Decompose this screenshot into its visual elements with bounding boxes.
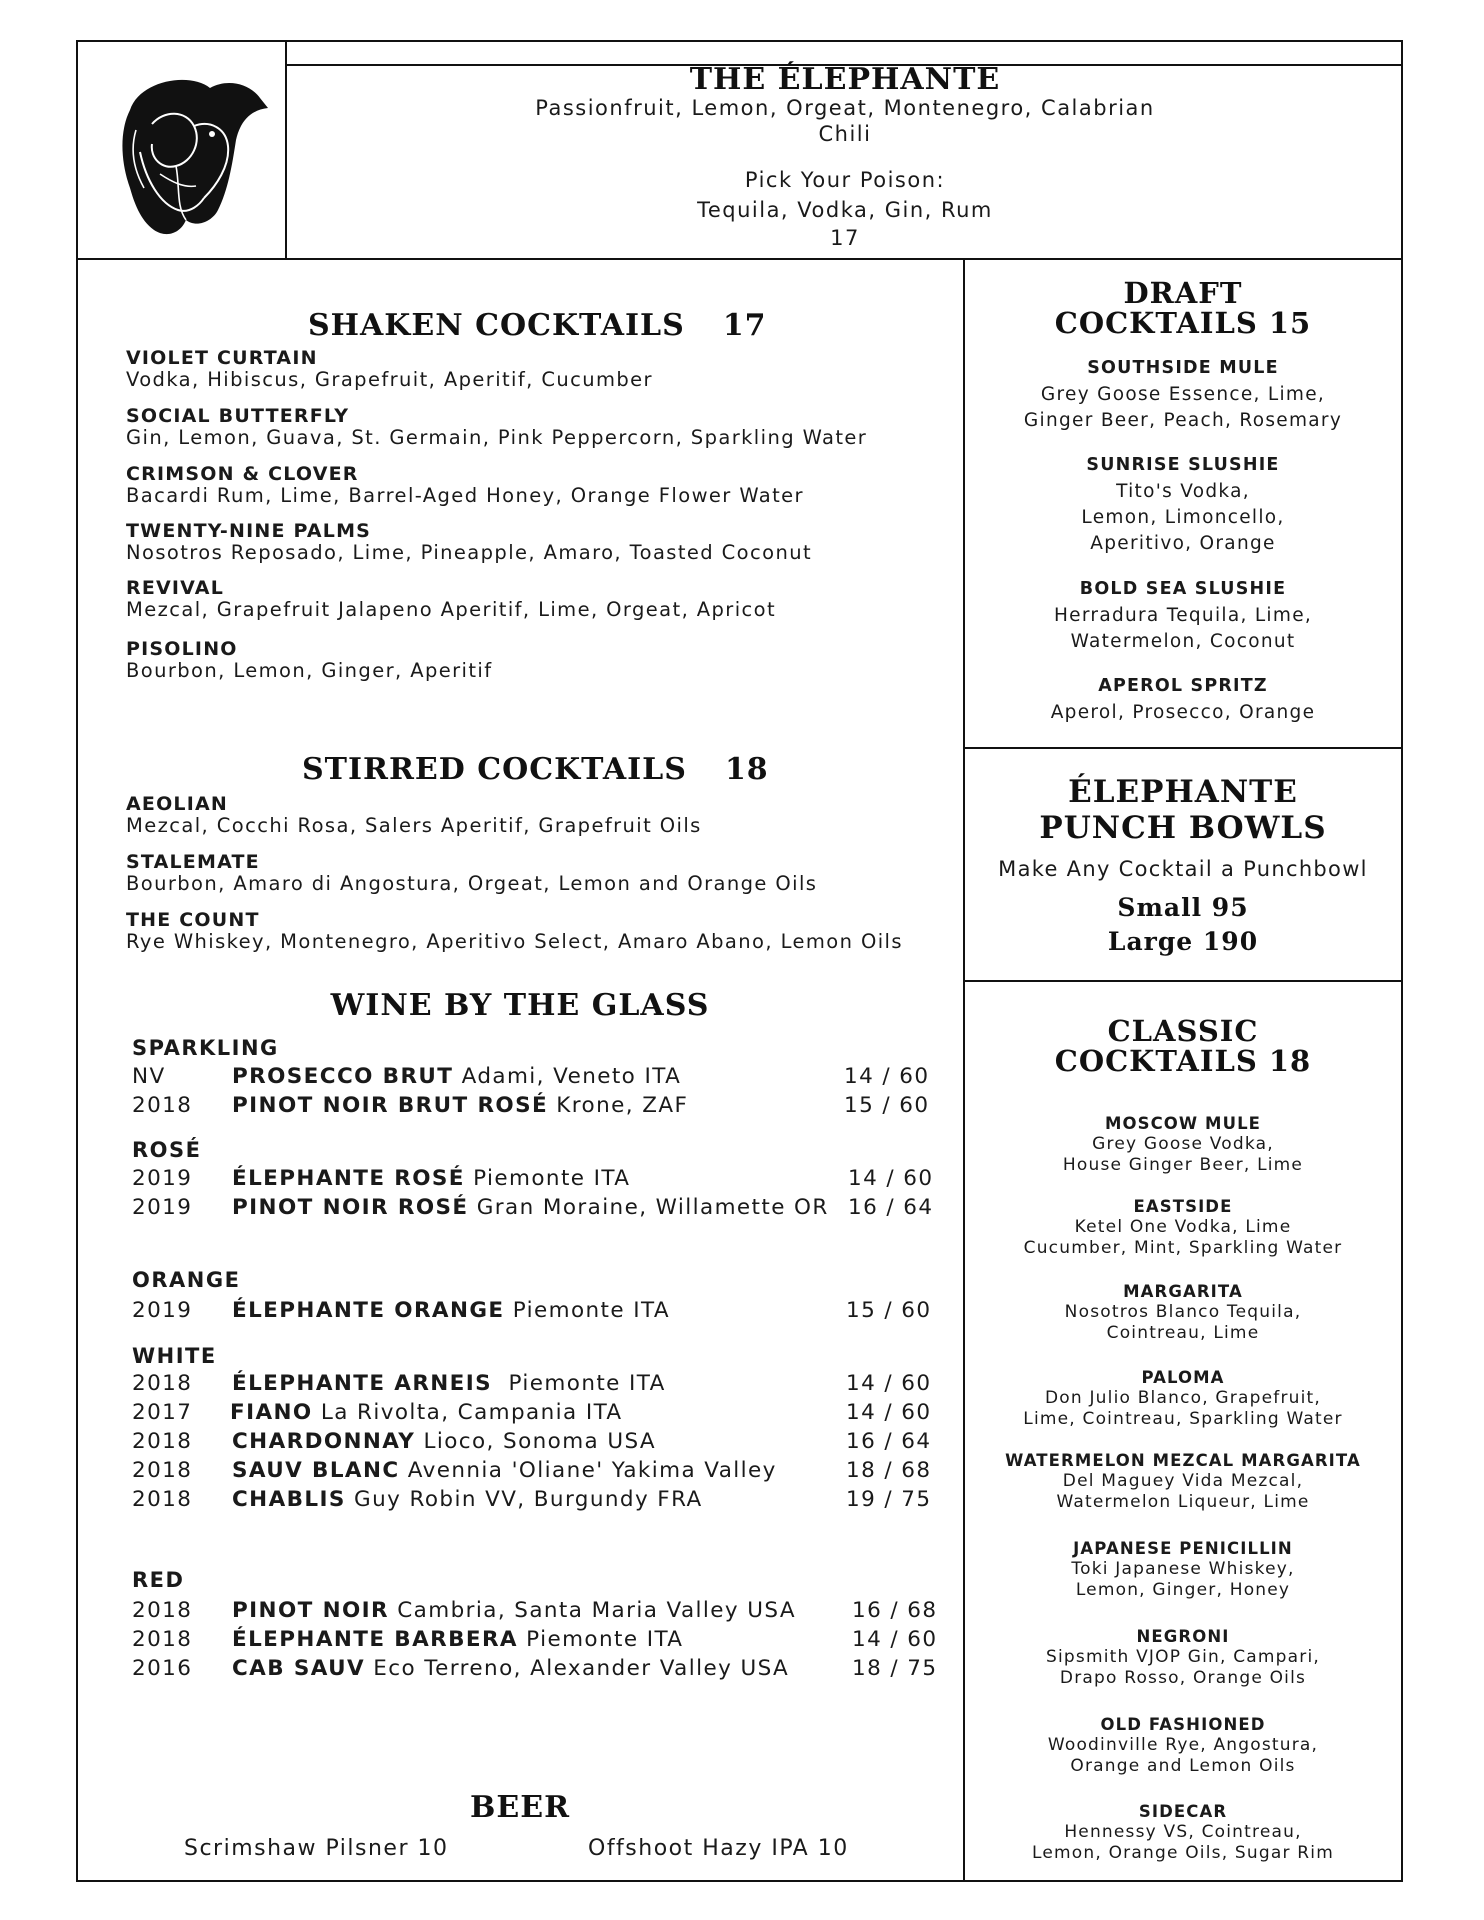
wine-name xyxy=(232,1298,670,1323)
stirred-price: 18 xyxy=(724,752,769,787)
wine-varietal: ÉLEPHANTE BARBERA xyxy=(232,1627,518,1652)
classic-item-desc xyxy=(965,1471,1401,1513)
classic-item-desc xyxy=(965,1302,1401,1344)
shaken-item-name: VIOLET CURTAIN xyxy=(126,347,318,369)
wine-price: 14 / 60 xyxy=(846,1400,932,1425)
stirred-item-name: AEOLIAN xyxy=(126,793,229,815)
wine-year: 2019 xyxy=(132,1166,193,1191)
wine-year: 2018 xyxy=(132,1093,193,1118)
wine-producer: Krone, ZAF xyxy=(548,1093,689,1118)
wine-year: 2016 xyxy=(132,1656,193,1681)
classic-item-desc xyxy=(965,1647,1401,1689)
punch-subtitle: Make Any Cocktail a Punchbowl xyxy=(998,857,1368,881)
classic-desc-line: Lime, Cointreau, Sparkling Water xyxy=(1023,1409,1343,1429)
wine-name xyxy=(232,1487,703,1512)
classic-desc-line: Orange and Lemon Oils xyxy=(1070,1756,1296,1776)
wine-row xyxy=(132,1429,942,1457)
elephant-logo-icon xyxy=(100,70,270,240)
draft-desc-line: Ginger Beer, Peach, Rosemary xyxy=(1023,410,1343,431)
wine-producer: Avennia 'Oliane' Yakima Valley xyxy=(399,1458,777,1483)
shaken-item-name: TWENTY-NINE PALMS xyxy=(126,520,372,542)
wine-varietal: PINOT NOIR ROSÉ xyxy=(232,1195,469,1220)
wine-year: 2018 xyxy=(132,1429,193,1454)
wine-price: 14 / 60 xyxy=(844,1064,930,1089)
wine-varietal: PINOT NOIR xyxy=(232,1598,390,1623)
punch-large-price: Large 190 xyxy=(1107,927,1259,956)
classic-item-name: MOSCOW MULE xyxy=(1104,1114,1262,1133)
classic-desc-line: Cointreau, Lime xyxy=(1106,1323,1260,1343)
wine-producer: Guy Robin VV, Burgundy FRA xyxy=(345,1487,703,1512)
wine-name xyxy=(232,1656,789,1681)
wine-varietal: FIANO xyxy=(230,1400,313,1425)
wine-row xyxy=(132,1093,942,1121)
classic-title-line2: COCKTAILS 18 xyxy=(1054,1044,1312,1078)
wine-producer: Piemonte ITA xyxy=(517,1627,684,1652)
classic-item-desc xyxy=(965,1388,1401,1430)
wine-year: 2018 xyxy=(132,1598,193,1623)
wine-name xyxy=(232,1195,829,1220)
classic-item-desc xyxy=(965,1217,1401,1259)
wine-price: 16 / 68 xyxy=(852,1598,938,1623)
classic-desc-line: Cucumber, Mint, Sparkling Water xyxy=(1023,1238,1343,1258)
wine-producer: Piemonte ITA xyxy=(504,1298,670,1323)
draft-item-desc xyxy=(965,700,1401,726)
draft-section-title xyxy=(965,278,1401,338)
wine-row xyxy=(132,1195,942,1223)
wine-price: 18 / 68 xyxy=(846,1458,932,1483)
draft-desc-line: Aperitivo, Orange xyxy=(1090,533,1276,554)
shaken-item-name: REVIVAL xyxy=(126,577,225,599)
wine-name xyxy=(232,1371,666,1396)
classic-desc-line: House Ginger Beer, Lime xyxy=(1062,1155,1304,1175)
draft-desc-line: Tito's Vodka, xyxy=(1116,481,1250,502)
wine-row xyxy=(132,1400,942,1428)
classic-item-name: PALOMA xyxy=(1141,1368,1225,1387)
classic-desc-line: Watermelon Liqueur, Lime xyxy=(1056,1492,1310,1512)
wine-name xyxy=(232,1064,681,1089)
wine-row xyxy=(132,1656,942,1684)
wine-category-white: WHITE xyxy=(132,1344,217,1368)
spirit-options: Tequila, Vodka, Gin, Rum xyxy=(697,198,993,222)
punch-bottom-rule xyxy=(964,980,1402,982)
wine-producer: Gran Moraine, Willamette OR xyxy=(468,1195,829,1220)
shaken-price: 17 xyxy=(722,308,767,343)
wine-varietal: CHABLIS xyxy=(232,1487,346,1512)
shaken-item-name: PISOLINO xyxy=(126,638,238,660)
shaken-item-desc: Bourbon, Lemon, Ginger, Aperitif xyxy=(126,659,493,682)
draft-desc-line: Watermelon, Coconut xyxy=(1070,631,1296,652)
classic-item-desc xyxy=(965,1735,1401,1777)
feature-description-line2: Chili xyxy=(818,122,872,146)
shaken-title-text: SHAKEN COCKTAILS xyxy=(308,308,685,343)
classic-item-name: SIDECAR xyxy=(1138,1802,1228,1821)
draft-item-name: BOLD SEA SLUSHIE xyxy=(1079,579,1287,599)
wine-category-rose: ROSÉ xyxy=(132,1138,202,1162)
classic-item-desc xyxy=(965,1559,1401,1601)
wine-row xyxy=(132,1458,942,1486)
draft-item-name: APEROL SPRITZ xyxy=(1098,676,1268,696)
stirred-item-name: THE COUNT xyxy=(126,909,260,931)
draft-item-name: SOUTHSIDE MULE xyxy=(1087,358,1279,378)
wine-name xyxy=(232,1598,796,1623)
feature-price: 17 xyxy=(830,226,860,250)
wine-name xyxy=(232,1429,656,1454)
wine-section-title: WINE BY THE GLASS xyxy=(330,988,710,1023)
wine-varietal: ÉLEPHANTE ORANGE xyxy=(232,1298,505,1323)
punch-section-title xyxy=(965,774,1401,846)
wine-price: 14 / 60 xyxy=(846,1371,932,1396)
classic-item-name: WATERMELON MEZCAL MARGARITA xyxy=(1005,1451,1361,1470)
classic-item-name: NEGRONI xyxy=(1136,1627,1230,1646)
wine-producer: Piemonte ITA xyxy=(492,1371,666,1396)
classic-desc-line: Woodinville Rye, Angostura, xyxy=(1047,1735,1319,1755)
header-bottom-rule xyxy=(77,258,1402,260)
draft-item-desc xyxy=(965,382,1401,434)
draft-desc-line: Lemon, Limoncello, xyxy=(1081,507,1285,528)
shaken-item-name: CRIMSON & CLOVER xyxy=(126,463,359,485)
punch-title-line2: PUNCH BOWLS xyxy=(1039,810,1327,846)
wine-year: 2018 xyxy=(132,1458,193,1483)
wine-year: 2018 xyxy=(132,1371,193,1396)
wine-producer: Piemonte ITA xyxy=(464,1166,631,1191)
wine-producer: Cambria, Santa Maria Valley USA xyxy=(389,1598,796,1623)
wine-price: 15 / 60 xyxy=(844,1093,930,1118)
wine-row xyxy=(132,1487,942,1515)
punch-title-line1: ÉLEPHANTE xyxy=(1068,774,1298,810)
wine-name xyxy=(232,1166,630,1191)
wine-category-sparkling: SPARKLING xyxy=(132,1036,279,1060)
beer-section-title: BEER xyxy=(469,1790,571,1825)
classic-desc-line: Grey Goose Vodka, xyxy=(1092,1134,1274,1154)
wine-producer: Adami, Veneto ITA xyxy=(453,1064,682,1089)
classic-desc-line: Ketel One Vodka, Lime xyxy=(1074,1217,1292,1237)
classic-item-name: JAPANESE PENICILLIN xyxy=(1073,1539,1293,1558)
draft-bottom-rule xyxy=(964,747,1402,749)
classic-desc-line: Toki Japanese Whiskey, xyxy=(1071,1559,1295,1579)
wine-category-red: RED xyxy=(132,1568,185,1592)
classic-item-desc xyxy=(965,1134,1401,1176)
stirred-item-desc: Rye Whiskey, Montenegro, Aperitivo Select, Amaro Abano, Lemon Oils xyxy=(126,930,903,953)
draft-desc-line: Aperol, Prosecco, Orange xyxy=(1050,702,1316,723)
draft-item-name: SUNRISE SLUSHIE xyxy=(1086,455,1280,475)
wine-varietal: ÉLEPHANTE ARNEIS xyxy=(232,1371,493,1396)
wine-varietal: SAUV BLANC xyxy=(232,1458,400,1483)
classic-item-desc xyxy=(965,1822,1401,1864)
wine-year: 2019 xyxy=(132,1195,193,1220)
classic-desc-line: Lemon, Orange Oils, Sugar Rim xyxy=(1032,1843,1334,1863)
classic-desc-line: Nosotros Blanco Tequila, xyxy=(1064,1302,1302,1322)
stirred-title-text: STIRRED COCKTAILS xyxy=(302,752,687,787)
shaken-item-desc: Vodka, Hibiscus, Grapefruit, Aperitif, Cucumber xyxy=(126,368,653,391)
stirred-section-title xyxy=(302,752,769,787)
wine-name xyxy=(232,1458,777,1483)
draft-desc-line: Grey Goose Essence, Lime, xyxy=(1040,384,1326,405)
punch-small-price: Small 95 xyxy=(1117,893,1249,922)
shaken-item-desc: Bacardi Rum, Lime, Barrel-Aged Honey, Orange Flower Water xyxy=(126,484,804,507)
beer-item: Offshoot Hazy IPA 10 xyxy=(588,1836,849,1861)
classic-item-name: EASTSIDE xyxy=(1133,1197,1233,1216)
wine-name xyxy=(230,1400,623,1425)
wine-price: 15 / 60 xyxy=(846,1298,932,1323)
wine-varietal: PROSECCO BRUT xyxy=(232,1064,454,1089)
draft-title-line1: DRAFT xyxy=(1123,276,1243,310)
feature-description-line1: Passionfruit, Lemon, Orgeat, Montenegro, Calabrian xyxy=(535,96,1155,120)
beer-item: Scrimshaw Pilsner 10 xyxy=(184,1836,449,1861)
wine-row xyxy=(132,1166,942,1194)
wine-varietal: CAB SAUV xyxy=(232,1656,366,1681)
wine-price: 16 / 64 xyxy=(846,1429,932,1454)
wine-year: 2018 xyxy=(132,1487,193,1512)
wine-row xyxy=(132,1371,942,1399)
wine-varietal: CHARDONNAY xyxy=(232,1429,416,1454)
logo-divider xyxy=(285,41,287,259)
draft-item-desc xyxy=(965,479,1401,557)
wine-year: 2018 xyxy=(132,1627,193,1652)
wine-year: 2017 xyxy=(132,1400,193,1425)
wine-price: 19 / 75 xyxy=(846,1487,932,1512)
wine-row xyxy=(132,1298,942,1326)
wine-year: NV xyxy=(132,1064,166,1089)
classic-desc-line: Drapo Rosso, Orange Oils xyxy=(1059,1668,1307,1688)
draft-title-line2: COCKTAILS 15 xyxy=(1054,306,1312,340)
wine-row xyxy=(132,1064,942,1092)
draft-item-desc xyxy=(965,603,1401,655)
pick-your-poison-label: Pick Your Poison: xyxy=(744,168,946,192)
classic-item-name: OLD FASHIONED xyxy=(1100,1715,1266,1734)
wine-producer: Lioco, Sonoma USA xyxy=(415,1429,657,1454)
classic-desc-line: Hennessy VS, Cointreau, xyxy=(1064,1822,1302,1842)
wine-row xyxy=(132,1627,942,1655)
wine-price: 14 / 60 xyxy=(852,1627,938,1652)
wine-producer: La Rivolta, Campania ITA xyxy=(312,1400,623,1425)
classic-desc-line: Del Maguey Vida Mezcal, xyxy=(1062,1471,1304,1491)
wine-price: 18 / 75 xyxy=(852,1656,938,1681)
shaken-item-desc: Mezcal, Grapefruit Jalapeno Aperitif, Lime, Orgeat, Apricot xyxy=(126,598,777,621)
classic-desc-line: Lemon, Ginger, Honey xyxy=(1075,1580,1291,1600)
shaken-section-title xyxy=(308,308,767,343)
classic-title-line1: CLASSIC xyxy=(1107,1014,1259,1048)
shaken-item-desc: Nosotros Reposado, Lime, Pineapple, Amaro, Toasted Coconut xyxy=(126,541,813,564)
classic-desc-line: Don Julio Blanco, Grapefruit, xyxy=(1044,1388,1321,1408)
wine-category-orange: ORANGE xyxy=(132,1268,241,1292)
wine-name xyxy=(232,1093,688,1118)
wine-name xyxy=(232,1627,683,1652)
classic-item-name: MARGARITA xyxy=(1123,1282,1243,1301)
wine-year: 2019 xyxy=(132,1298,193,1323)
classic-desc-line: Sipsmith VJOP Gin, Campari, xyxy=(1045,1647,1321,1667)
stirred-item-desc: Mezcal, Cocchi Rosa, Salers Aperitif, Grapefruit Oils xyxy=(126,814,702,837)
wine-varietal: ÉLEPHANTE ROSÉ xyxy=(232,1166,465,1191)
wine-row xyxy=(132,1598,942,1626)
wine-price: 14 / 60 xyxy=(848,1166,934,1191)
feature-cocktail-title: THE ÉLEPHANTE xyxy=(689,62,1001,97)
shaken-item-desc: Gin, Lemon, Guava, St. Germain, Pink Peppercorn, Sparkling Water xyxy=(126,426,868,449)
stirred-item-name: STALEMATE xyxy=(126,851,260,873)
shaken-item-name: SOCIAL BUTTERFLY xyxy=(126,405,350,427)
classic-section-title xyxy=(965,1016,1401,1076)
wine-varietal: PINOT NOIR BRUT ROSÉ xyxy=(232,1093,549,1118)
wine-producer: Eco Terreno, Alexander Valley USA xyxy=(365,1656,790,1681)
draft-desc-line: Herradura Tequila, Lime, xyxy=(1053,605,1313,626)
wine-price: 16 / 64 xyxy=(848,1195,934,1220)
stirred-item-desc: Bourbon, Amaro di Angostura, Orgeat, Lemon and Orange Oils xyxy=(126,872,818,895)
